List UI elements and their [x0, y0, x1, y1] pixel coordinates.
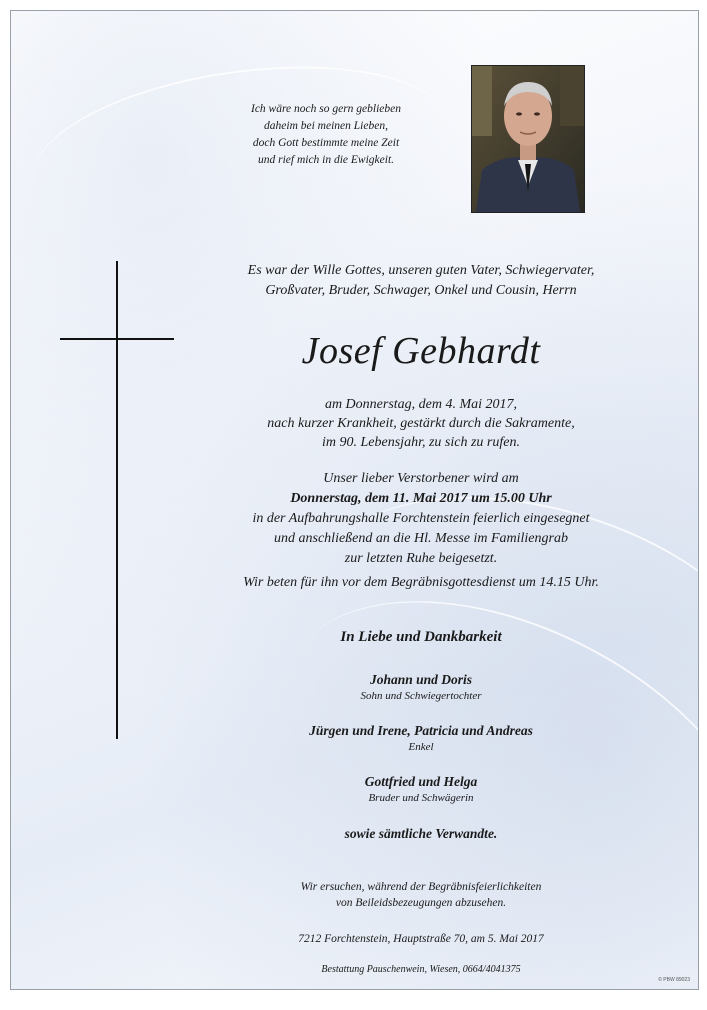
poem-line: und rief mich in die Ewigkeit.	[257, 154, 395, 166]
mourner-group	[201, 721, 641, 754]
print-code: © PBW 89023	[658, 977, 690, 983]
funeral-line: und anschließend an die Hl. Messe im Familiengrab	[274, 531, 568, 546]
relatives-note: sowie sämtliche Verwandte.	[344, 826, 498, 841]
mourner-relation: Bruder und Schwägerin	[368, 792, 474, 804]
funeral-date: Donnerstag, dem 11. Mai 2017 um 15.00 Uhr	[290, 491, 552, 506]
funeral-lead: Unser lieber Verstorbener wird am	[323, 471, 519, 486]
mourner-group	[201, 772, 641, 805]
mourner-names: Gottfried und Helga	[364, 774, 478, 789]
mourner-names: Johann und Doris	[369, 672, 473, 687]
love-heading: In Liebe und Dankbarkeit	[340, 629, 502, 645]
death-line: am Donnerstag, dem 4. Mai 2017,	[324, 397, 518, 412]
announcement-intro	[201, 261, 641, 301]
parte-card	[10, 10, 699, 990]
portrait-image	[472, 66, 584, 212]
cross-vertical-bar	[116, 261, 118, 739]
mourner-relation: Sohn und Schwiegertochter	[360, 690, 482, 702]
deceased-name: Josef Gebhardt	[301, 330, 541, 372]
poem-line: Ich wäre noch so gern geblieben	[251, 103, 401, 115]
funeral-details	[201, 469, 641, 569]
intro-line: Großvater, Bruder, Schwager, Onkel und Cousin, Herrn	[265, 283, 577, 298]
prayer-notice: Wir beten für ihn vor dem Begräbnisgottesdienst um 14.15 Uhr.	[243, 575, 599, 590]
death-details	[201, 395, 641, 452]
intro-line: Es war der Wille Gottes, unseren guten Vater, Schwiegervater,	[247, 263, 595, 278]
place-and-date: 7212 Forchtenstein, Hauptstraße 70, am 5. Mai 2017	[298, 933, 544, 945]
condolence-request	[201, 879, 641, 911]
cross-horizontal-bar	[60, 338, 174, 340]
request-line: Wir ersuchen, während der Begräbnisfeierlichkeiten	[300, 881, 542, 893]
mourner-names: Jürgen und Irene, Patricia und Andreas	[309, 723, 533, 738]
death-line: im 90. Lebensjahr, zu sich zu rufen.	[322, 435, 520, 450]
memorial-poem	[211, 101, 441, 169]
undertaker-info: Bestattung Pauschenwein, Wiesen, 0664/4041375	[321, 964, 521, 975]
mourner-relation: Enkel	[408, 741, 434, 753]
poem-line: daheim bei meinen Lieben,	[264, 120, 388, 132]
portrait-photo	[471, 65, 585, 213]
poem-line: doch Gott bestimmte meine Zeit	[252, 137, 400, 149]
death-line: nach kurzer Krankheit, gestärkt durch die Sakramente,	[267, 416, 575, 431]
mourner-group	[201, 670, 641, 703]
funeral-line: zur letzten Ruhe beigesetzt.	[344, 551, 498, 566]
request-line: von Beileidsbezeugungen abzusehen.	[335, 897, 507, 909]
funeral-line: in der Aufbahrungshalle Forchtenstein feierlich eingesegnet	[252, 511, 590, 526]
